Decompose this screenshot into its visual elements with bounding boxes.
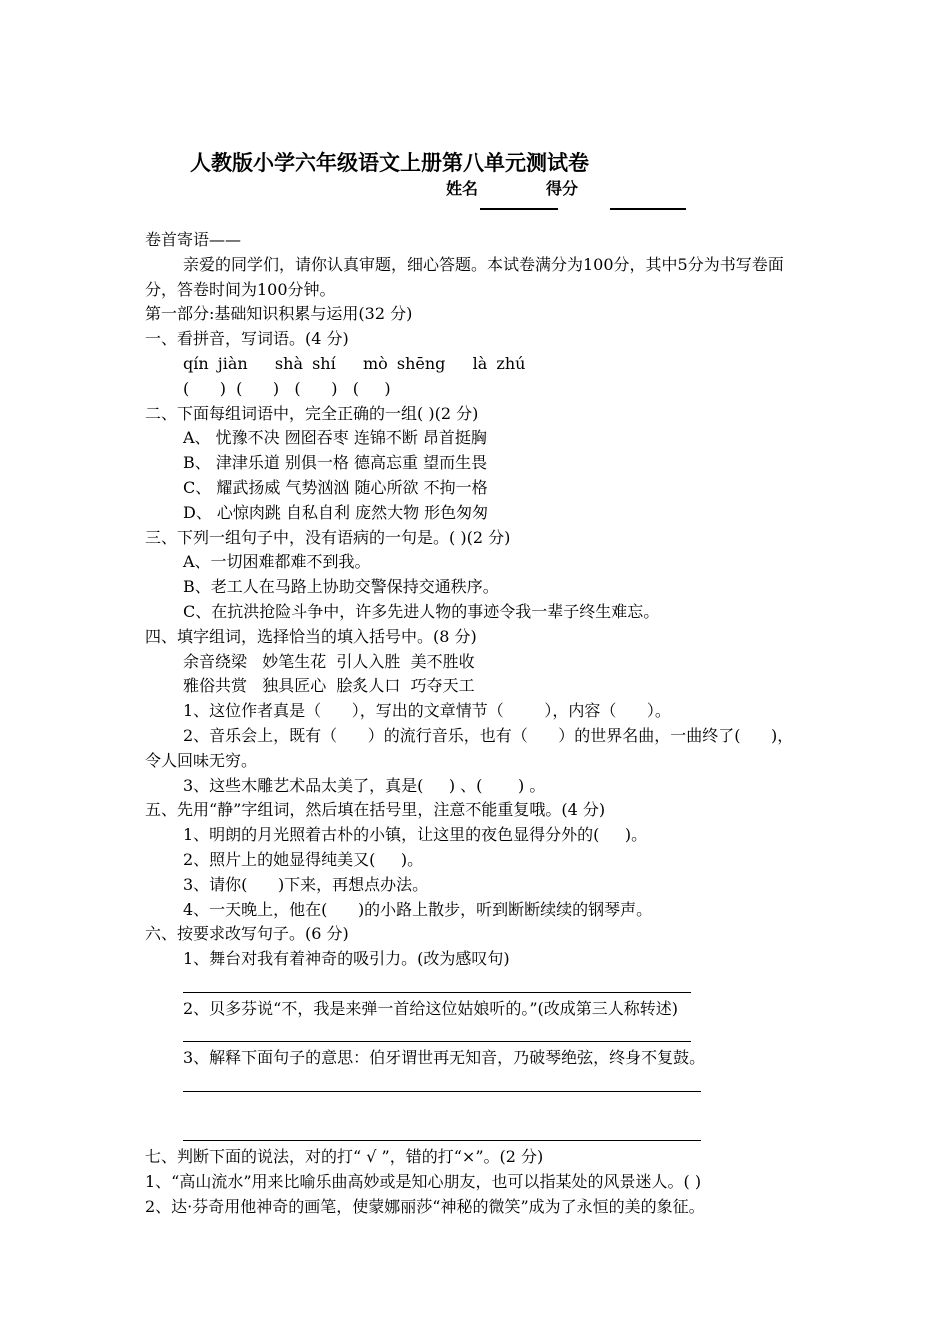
- intro-paragraph: [145, 253, 815, 303]
- q1-title: 一、看拼音，写词语。(4 分): [145, 329, 349, 349]
- name-blank-line: [480, 208, 558, 210]
- q6-answer-line-4[interactable]: [145, 1121, 815, 1146]
- q6-title: 六、按要求改写句子。(6 分): [145, 924, 349, 944]
- intro-heading: 卷首寄语——: [145, 230, 242, 249]
- q6-answer-line-3[interactable]: [145, 1071, 815, 1096]
- q6-sentence-1: 1、舞台对我有着神奇的吸引力。(改为感叹句): [183, 949, 510, 969]
- q1-pinyin: qín jiàn shà shí mò shēng là zhú: [183, 353, 526, 373]
- q3-option-c: C、在抗洪抢险斗争中，许多先进人物的事迹令我一辈子终生难忘。: [183, 601, 660, 621]
- exam-content: [145, 228, 815, 1220]
- score-label: 得分: [546, 179, 579, 198]
- q5-item-4: 4、一天晚上，他在( )的小路上散步，听到断断续续的钢琴声。: [183, 899, 653, 919]
- part1-heading: 第一部分:基础知识积累与运用(32 分): [145, 304, 413, 324]
- spacer: [145, 1096, 815, 1121]
- q6-answer-line-1[interactable]: [145, 972, 815, 997]
- q4-words-row1: 余音绕梁 妙笔生花 引人入胜 美不胜收: [183, 651, 475, 671]
- score-blank-line: [610, 208, 686, 210]
- q7-title: 七、判断下面的说法，对的打“ √ ”，错的打“×”。(2 分): [145, 1147, 544, 1167]
- q4-words-row2: 雅俗共赏 独具匠心 脍炙人口 巧夺天工: [183, 676, 475, 696]
- q2-option-a: A、 忧豫不决 囫囵吞枣 连锦不断 昂首挺胸: [183, 428, 487, 448]
- q7-item-1: 1、“高山流水”用来比喻乐曲高妙或是知心朋友，也可以指某处的风景迷人。( ): [145, 1172, 702, 1192]
- q2-title: 二、下面每组词语中，完全正确的一组( )(2 分): [145, 403, 479, 423]
- intro-paragraph-text: 亲爱的同学们，请你认真审题，细心答题。本试卷满分为100分，其中5分为书写卷面分，答卷时间为100分钟。: [145, 254, 784, 299]
- q4-sentence-2a: 2、音乐会上，既有（ ）的流行音乐，也有（ ）的世界名曲，一曲终了( )，: [183, 725, 794, 745]
- q6-sentence-3: 3、解释下面句子的意思：伯牙谓世再无知音，乃破琴绝弦，终身不复鼓。: [183, 1048, 706, 1068]
- q1-blanks: ( ) ( ) ( ) ( ): [183, 378, 391, 398]
- q5-item-2: 2、照片上的她显得纯美又( )。: [183, 849, 424, 869]
- q2-option-d: D、 心惊肉跳 自私自利 庞然大物 形色匆匆: [183, 502, 489, 522]
- q3-title: 三、下列一组句子中，没有语病的一句是。( )(2 分): [145, 527, 511, 547]
- q4-sentence-1: 1、这位作者真是（ ），写出的文章情节（ ），内容（ ）。: [183, 701, 671, 721]
- q4-sentence-3: 3、这些木雕艺术品太美了，真是( ) 、( ) 。: [183, 775, 546, 795]
- q6-sentence-2: 2、贝多芬说“不，我是来弹一首给这位姑娘听的。”(改成第三人称转述): [183, 998, 679, 1018]
- q2-option-c: C、 耀武扬威 气势汹汹 随心所欲 不拘一格: [183, 477, 488, 497]
- q2-option-b: B、 津津乐道 别俱一格 德高忘重 望而生畏: [183, 453, 488, 473]
- name-label: 姓名: [446, 179, 479, 198]
- q5-item-3: 3、请你( )下来，再想点办法。: [183, 874, 429, 894]
- q7-item-2: 2、达·芬奇用他神奇的画笔，使蒙娜丽莎“神秘的微笑”成为了永恒的美的象征。: [145, 1197, 705, 1217]
- q6-answer-line-2[interactable]: [145, 1022, 815, 1047]
- q3-option-a: A、一切困难都难不到我。: [183, 552, 371, 572]
- q4-title: 四、填字组词，选择恰当的填入括号中。(8 分): [145, 626, 477, 646]
- q4-sentence-2b: 令人回味无穷。: [145, 750, 258, 770]
- q3-option-b: B、老工人在马路上协助交警保持交通秩序。: [183, 577, 499, 597]
- q5-item-1: 1、明朗的月光照着古朴的小镇，让这里的夜色显得分外的( )。: [183, 825, 648, 845]
- page-title: 人教版小学六年级语文上册第八单元测试卷: [190, 151, 589, 175]
- q5-title: 五、先用“静”字组词，然后填在括号里，注意不能重复哦。(4 分): [145, 800, 606, 820]
